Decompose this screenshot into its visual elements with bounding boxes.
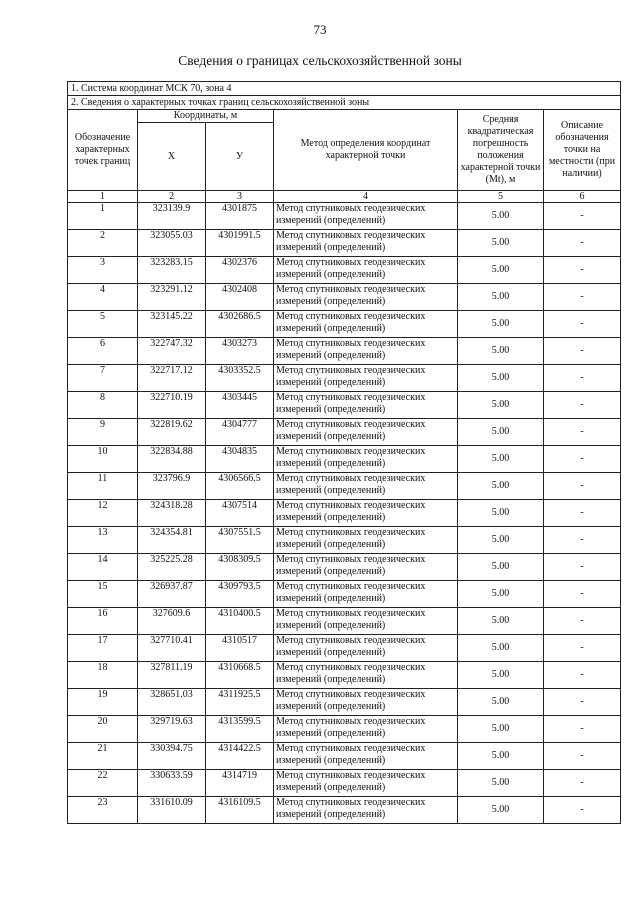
table-row (68, 365, 621, 392)
column-number: 2 (138, 191, 206, 203)
description-cell: - (544, 608, 621, 635)
description-cell: - (544, 635, 621, 662)
method-cell: Метод спутниковых геодезических измерений (определений) (274, 608, 458, 635)
y-coordinate-cell: 4306566.5 (206, 473, 274, 500)
point-number-cell: 7 (68, 365, 138, 392)
x-coordinate-cell: 322747.32 (138, 338, 206, 365)
method-cell: Метод спутниковых геодезических измерений (определений) (274, 797, 458, 824)
y-coordinate-cell: 4309793.5 (206, 581, 274, 608)
mean-error-cell: 5.00 (458, 500, 544, 527)
table-row (68, 797, 621, 824)
section-1-row (68, 82, 621, 96)
table-row (68, 635, 621, 662)
point-number-cell: 6 (68, 338, 138, 365)
description-cell: - (544, 311, 621, 338)
x-coordinate-cell: 328651.03 (138, 689, 206, 716)
table-row (68, 473, 621, 500)
point-number-cell: 18 (68, 662, 138, 689)
mean-error-cell: 5.00 (458, 554, 544, 581)
point-number-cell: 15 (68, 581, 138, 608)
y-coordinate-cell: 4310517 (206, 635, 274, 662)
y-coordinate-cell: 4314719 (206, 770, 274, 797)
x-coordinate-cell: 322710.19 (138, 392, 206, 419)
table-row (68, 500, 621, 527)
boundary-points-table (67, 81, 621, 824)
header-description: Описание обозначения точки на местности (при наличии) (544, 110, 621, 191)
point-number-cell: 3 (68, 257, 138, 284)
y-coordinate-cell: 4316109.5 (206, 797, 274, 824)
mean-error-cell: 5.00 (458, 527, 544, 554)
mean-error-cell: 5.00 (458, 635, 544, 662)
x-coordinate-cell: 323055.03 (138, 230, 206, 257)
x-coordinate-cell: 323291.12 (138, 284, 206, 311)
y-coordinate-cell: 4313599.5 (206, 716, 274, 743)
table-row (68, 716, 621, 743)
mean-error-cell: 5.00 (458, 743, 544, 770)
table-row (68, 257, 621, 284)
method-cell: Метод спутниковых геодезических измерений (определений) (274, 419, 458, 446)
description-cell: - (544, 284, 621, 311)
y-coordinate-cell: 4303352.5 (206, 365, 274, 392)
table-row (68, 230, 621, 257)
point-number-cell: 8 (68, 392, 138, 419)
description-cell: - (544, 365, 621, 392)
description-cell: - (544, 338, 621, 365)
x-coordinate-cell: 323283.15 (138, 257, 206, 284)
point-number-cell: 14 (68, 554, 138, 581)
point-number-cell: 20 (68, 716, 138, 743)
point-number-cell: 4 (68, 284, 138, 311)
mean-error-cell: 5.00 (458, 203, 544, 230)
mean-error-cell: 5.00 (458, 365, 544, 392)
column-number: 6 (544, 191, 621, 203)
point-number-cell: 17 (68, 635, 138, 662)
method-cell: Метод спутниковых геодезических измерений (определений) (274, 635, 458, 662)
x-coordinate-cell: 327710.41 (138, 635, 206, 662)
point-number-cell: 2 (68, 230, 138, 257)
x-coordinate-cell: 330633.59 (138, 770, 206, 797)
mean-error-cell: 5.00 (458, 257, 544, 284)
y-coordinate-cell: 4302376 (206, 257, 274, 284)
description-cell: - (544, 689, 621, 716)
mean-error-cell: 5.00 (458, 473, 544, 500)
mean-error-cell: 5.00 (458, 770, 544, 797)
description-cell: - (544, 770, 621, 797)
method-cell: Метод спутниковых геодезических измерений (определений) (274, 716, 458, 743)
y-coordinate-cell: 4307514 (206, 500, 274, 527)
column-number: 1 (68, 191, 138, 203)
y-coordinate-cell: 4310668.5 (206, 662, 274, 689)
column-number: 4 (274, 191, 458, 203)
y-coordinate-cell: 4302686.5 (206, 311, 274, 338)
method-cell: Метод спутниковых геодезических измерений (определений) (274, 500, 458, 527)
description-cell: - (544, 527, 621, 554)
x-coordinate-cell: 322834.88 (138, 446, 206, 473)
point-number-cell: 23 (68, 797, 138, 824)
column-numbers-row (68, 191, 621, 203)
x-coordinate-cell: 322717.12 (138, 365, 206, 392)
header-point-designation: Обозначение характерных точек границ (68, 110, 138, 191)
description-cell: - (544, 662, 621, 689)
point-number-cell: 13 (68, 527, 138, 554)
table-row (68, 311, 621, 338)
method-cell: Метод спутниковых геодезических измерений (определений) (274, 554, 458, 581)
mean-error-cell: 5.00 (458, 419, 544, 446)
mean-error-cell: 5.00 (458, 608, 544, 635)
header-method: Метод определения координат характерной точки (274, 110, 458, 191)
method-cell: Метод спутниковых геодезических измерений (определений) (274, 581, 458, 608)
x-coordinate-cell: 326937.87 (138, 581, 206, 608)
header-row-1 (68, 110, 621, 123)
x-coordinate-cell: 323796.9 (138, 473, 206, 500)
x-coordinate-cell: 330394.75 (138, 743, 206, 770)
header-x: X (138, 123, 206, 191)
description-cell: - (544, 419, 621, 446)
description-cell: - (544, 554, 621, 581)
mean-error-cell: 5.00 (458, 689, 544, 716)
x-coordinate-cell: 325225.28 (138, 554, 206, 581)
point-number-cell: 12 (68, 500, 138, 527)
table-row (68, 446, 621, 473)
description-cell: - (544, 203, 621, 230)
y-coordinate-cell: 4301875 (206, 203, 274, 230)
table-row (68, 581, 621, 608)
y-coordinate-cell: 4314422.5 (206, 743, 274, 770)
x-coordinate-cell: 327811.19 (138, 662, 206, 689)
table-row (68, 770, 621, 797)
description-cell: - (544, 230, 621, 257)
method-cell: Метод спутниковых геодезических измерений (определений) (274, 770, 458, 797)
points-section-label: 2. Сведения о характерных точках границ сельскохозяйственной зоны (68, 96, 621, 110)
y-coordinate-cell: 4311925.5 (206, 689, 274, 716)
table-row (68, 608, 621, 635)
point-number-cell: 9 (68, 419, 138, 446)
x-coordinate-cell: 327609.6 (138, 608, 206, 635)
point-number-cell: 1 (68, 203, 138, 230)
point-number-cell: 21 (68, 743, 138, 770)
description-cell: - (544, 392, 621, 419)
y-coordinate-cell: 4301991.5 (206, 230, 274, 257)
table-row (68, 527, 621, 554)
y-coordinate-cell: 4303445 (206, 392, 274, 419)
x-coordinate-cell: 329719.63 (138, 716, 206, 743)
method-cell: Метод спутниковых геодезических измерений (определений) (274, 689, 458, 716)
y-coordinate-cell: 4307551.5 (206, 527, 274, 554)
y-coordinate-cell: 4303273 (206, 338, 274, 365)
method-cell: Метод спутниковых геодезических измерений (определений) (274, 446, 458, 473)
table-row (68, 284, 621, 311)
method-cell: Метод спутниковых геодезических измерений (определений) (274, 338, 458, 365)
coordinate-system-label: 1. Система координат МСК 70, зона 4 (68, 82, 621, 96)
point-number-cell: 19 (68, 689, 138, 716)
point-number-cell: 11 (68, 473, 138, 500)
method-cell: Метод спутниковых геодезических измерений (определений) (274, 473, 458, 500)
table-row (68, 743, 621, 770)
table-body (68, 82, 621, 824)
method-cell: Метод спутниковых геодезических измерений (определений) (274, 743, 458, 770)
mean-error-cell: 5.00 (458, 284, 544, 311)
x-coordinate-cell: 323139.9 (138, 203, 206, 230)
point-number-cell: 22 (68, 770, 138, 797)
y-coordinate-cell: 4302408 (206, 284, 274, 311)
point-number-cell: 10 (68, 446, 138, 473)
description-cell: - (544, 743, 621, 770)
description-cell: - (544, 716, 621, 743)
method-cell: Метод спутниковых геодезических измерений (определений) (274, 365, 458, 392)
mean-error-cell: 5.00 (458, 797, 544, 824)
y-coordinate-cell: 4304777 (206, 419, 274, 446)
column-number: 5 (458, 191, 544, 203)
method-cell: Метод спутниковых геодезических измерений (определений) (274, 311, 458, 338)
method-cell: Метод спутниковых геодезических измерений (определений) (274, 284, 458, 311)
description-cell: - (544, 500, 621, 527)
x-coordinate-cell: 322819.62 (138, 419, 206, 446)
mean-error-cell: 5.00 (458, 446, 544, 473)
description-cell: - (544, 257, 621, 284)
table-row (68, 392, 621, 419)
mean-error-cell: 5.00 (458, 338, 544, 365)
point-number-cell: 5 (68, 311, 138, 338)
description-cell: - (544, 797, 621, 824)
method-cell: Метод спутниковых геодезических измерений (определений) (274, 257, 458, 284)
table-row (68, 338, 621, 365)
description-cell: - (544, 473, 621, 500)
method-cell: Метод спутниковых геодезических измерений (определений) (274, 203, 458, 230)
mean-error-cell: 5.00 (458, 716, 544, 743)
header-y: У (206, 123, 274, 191)
table-row (68, 689, 621, 716)
x-coordinate-cell: 323145.22 (138, 311, 206, 338)
point-number-cell: 16 (68, 608, 138, 635)
y-coordinate-cell: 4304835 (206, 446, 274, 473)
y-coordinate-cell: 4310400.5 (206, 608, 274, 635)
description-cell: - (544, 446, 621, 473)
mean-error-cell: 5.00 (458, 230, 544, 257)
document-title: Сведения о границах сельскохозяйственной зоны (178, 53, 462, 68)
table-row (68, 203, 621, 230)
page-number: 73 (313, 22, 327, 37)
method-cell: Метод спутниковых геодезических измерений (определений) (274, 527, 458, 554)
method-cell: Метод спутниковых геодезических измерений (определений) (274, 230, 458, 257)
method-cell: Метод спутниковых геодезических измерений (определений) (274, 392, 458, 419)
header-mean-error: Средняя квадратическая погрешность положения характерной точки (Mt), м (458, 110, 544, 191)
header-coordinates: Координаты, м (138, 110, 274, 123)
mean-error-cell: 5.00 (458, 581, 544, 608)
column-number: 3 (206, 191, 274, 203)
description-cell: - (544, 581, 621, 608)
y-coordinate-cell: 4308309.5 (206, 554, 274, 581)
table-row (68, 419, 621, 446)
mean-error-cell: 5.00 (458, 392, 544, 419)
mean-error-cell: 5.00 (458, 662, 544, 689)
x-coordinate-cell: 324318.28 (138, 500, 206, 527)
section-2-row (68, 96, 621, 110)
method-cell: Метод спутниковых геодезических измерений (определений) (274, 662, 458, 689)
table-row (68, 662, 621, 689)
x-coordinate-cell: 331610.09 (138, 797, 206, 824)
mean-error-cell: 5.00 (458, 311, 544, 338)
table-row (68, 554, 621, 581)
x-coordinate-cell: 324354.81 (138, 527, 206, 554)
